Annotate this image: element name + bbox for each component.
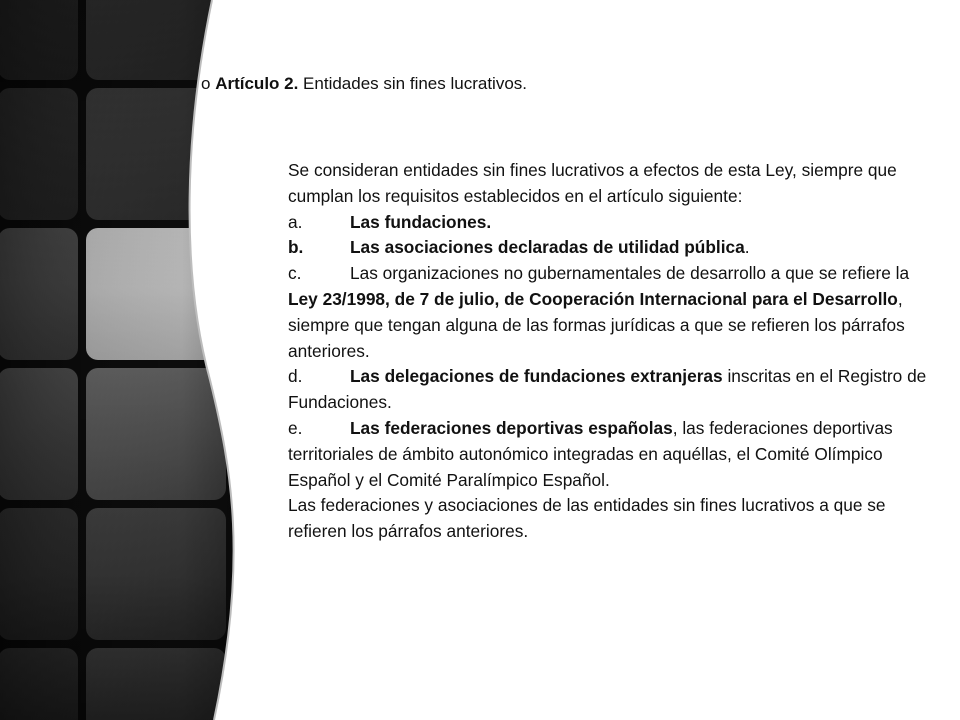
item-e-letter: e. bbox=[288, 417, 303, 438]
item-b-bold: Las asociaciones declaradas de utilidad pública bbox=[350, 237, 745, 258]
heading-text: Entidades sin fines lucrativos. bbox=[298, 74, 527, 93]
item-e-bold: Las federaciones deportivas españolas bbox=[350, 417, 673, 438]
article-heading bbox=[201, 72, 527, 96]
item-b bbox=[288, 235, 936, 261]
item-a-letter: a. bbox=[288, 211, 303, 232]
item-e bbox=[288, 416, 936, 493]
item-a-bold: Las fundaciones. bbox=[350, 211, 492, 232]
item-e-after: , las federaciones deportivas territoriales de ámbito autonómico integradas en aquéllas, el Comité Olímpico Español y el Comité Paralímpico Español. bbox=[288, 417, 893, 490]
item-c-after: , siempre que tengan alguna de las formas jurídicas a que se refieren los párrafos anteriores. bbox=[288, 288, 905, 361]
item-a bbox=[288, 210, 936, 236]
heading-bullet: o bbox=[201, 74, 211, 93]
item-d-letter: d. bbox=[288, 366, 303, 387]
item-b-letter: b. bbox=[288, 237, 304, 258]
article-body bbox=[288, 158, 936, 545]
heading-label: Artículo 2. bbox=[215, 74, 299, 93]
item-c-before: Las organizaciones no gubernamentales de desarrollo a que se refiere la bbox=[350, 263, 910, 284]
item-b-after: . bbox=[744, 237, 750, 258]
item-c bbox=[288, 261, 936, 364]
item-c-letter: c. bbox=[288, 263, 302, 284]
item-c-bold: Ley 23/1998, de 7 de julio, de Cooperación Internacional para el Desarrollo bbox=[288, 288, 898, 309]
closing-paragraph: Las federaciones y asociaciones de las entidades sin fines lucrativos a que se refieren los párrafos anteriores. bbox=[288, 495, 886, 542]
item-d-bold: Las delegaciones de fundaciones extranjeras bbox=[350, 366, 723, 387]
item-d bbox=[288, 364, 936, 416]
intro-paragraph: Se consideran entidades sin fines lucrativos a efectos de esta Ley, siempre que cumplan los requisitos establecidos en el artículo siguiente: bbox=[288, 160, 897, 206]
item-d-after: inscritas en el Registro de Fundaciones. bbox=[288, 366, 927, 413]
